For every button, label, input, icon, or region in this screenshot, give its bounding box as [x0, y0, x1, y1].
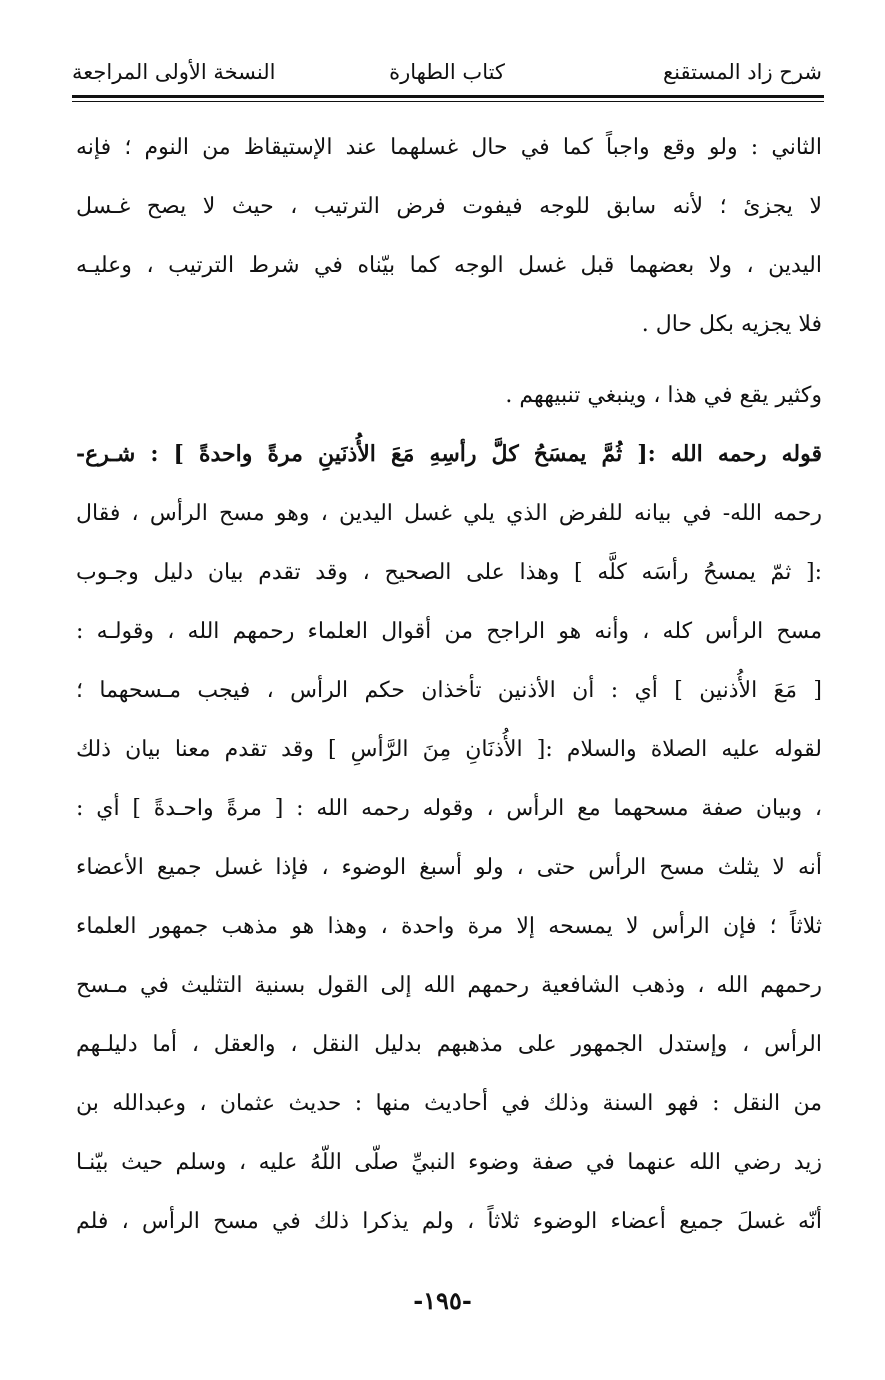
text-line: رحمه الله- في بيانه للفرض الذي يلي غسل اليدين ، وهو مسح الرأس ، فقال	[76, 501, 822, 526]
text-line: فلا يجزيه بكل حال .	[641, 312, 822, 337]
running-header	[72, 52, 822, 92]
text-line: الثاني : ولو وقع واجباً كما في حال غسلهما عند الإستيقاظ من النوم ؛ فإنه	[76, 135, 822, 160]
text-line: لقوله عليه الصلاة والسلام :[ الأُذنَانِ مِنَ الرَّأسِ ] وقد تقدم معنا بيان ذلك	[76, 737, 822, 762]
header-edition-note: النسخة الأولى المراجعة	[72, 60, 276, 84]
text-line: وكثير يقع في هذا ، وينبغي تنبيههم .	[505, 383, 822, 408]
text-line: ، وبيان صفة مسحهما مع الرأس ، وقوله رحمه الله : [ مرةً واحـدةً ] أي :	[76, 796, 822, 821]
text-line: من النقل : فهو السنة وذلك في أحاديث منها : حديث عثمان ، وعبدالله بن	[76, 1091, 822, 1116]
text-line: زيد رضي الله عنهما في صفة وضوء النبيِّ صلّى اللّهُ عليه ، وسلم حيث بيّنـا	[76, 1150, 822, 1175]
body-text	[76, 118, 822, 1251]
text-line: [ مَعَ الأُذنين ] أي : أن الأذنين تأخذان حكم الرأس ، فيجب مـسحهما ؛	[76, 678, 822, 703]
text-line: أنه لا يثلث مسح الرأس حتى ، ولو أسبغ الوضوء ، فإذا غسل جميع الأعضاء	[76, 855, 822, 880]
text-line: ثلاثاً ؛ فإن الرأس لا يمسحه إلا مرة واحدة ، وهذا هو مذهب جمهور العلماء	[76, 914, 822, 939]
text-line: الرأس ، وإستدل الجمهور على مذهبهم بدليل النقل ، والعقل ، أما دليلـهم	[76, 1032, 822, 1057]
text-line: لا يجزئ ؛ لأنه سابق للوجه فيفوت فرض الترتيب ، حيث لا يصح غـسل	[76, 194, 822, 219]
text-line: اليدين ، ولا بعضهما قبل غسل الوجه كما بيّناه في شرط الترتيب ، وعليـه	[76, 253, 822, 278]
header-book-title: شرح زاد المستقنع	[663, 60, 822, 84]
text-line-heading: قوله رحمه الله :[ ثُمَّ يمسَحُ كلَّ رأسِهِ مَعَ الأُذنَينِ مرةً واحدةً ] : شـرع-	[76, 441, 822, 467]
text-line: أنّه غسلَ جميع أعضاء الوضوء ثلاثاً ، ولم يذكرا ذلك في مسح الرأس ، فلم	[76, 1209, 822, 1234]
header-chapter-title: كتاب الطهارة	[389, 60, 505, 84]
text-line: مسح الرأس كله ، وأنه هو الراجح من أقوال العلماء رحمهم الله ، وقولـه :	[76, 619, 822, 644]
text-line: رحمهم الله ، وذهب الشافعية رحمهم الله إلى القول بسنية التثليث في مـسح	[76, 973, 822, 998]
text-line: :[ ثمّ يمسحُ رأسَه كلَّه ] وهذا على الصحيح ، وقد تقدم بيان دليل وجـوب	[76, 560, 822, 585]
header-rule-thick	[72, 95, 824, 98]
paragraph-gap	[76, 354, 822, 366]
page-number: -١٩٥-	[413, 1286, 472, 1315]
header-rule-thin	[72, 101, 824, 102]
